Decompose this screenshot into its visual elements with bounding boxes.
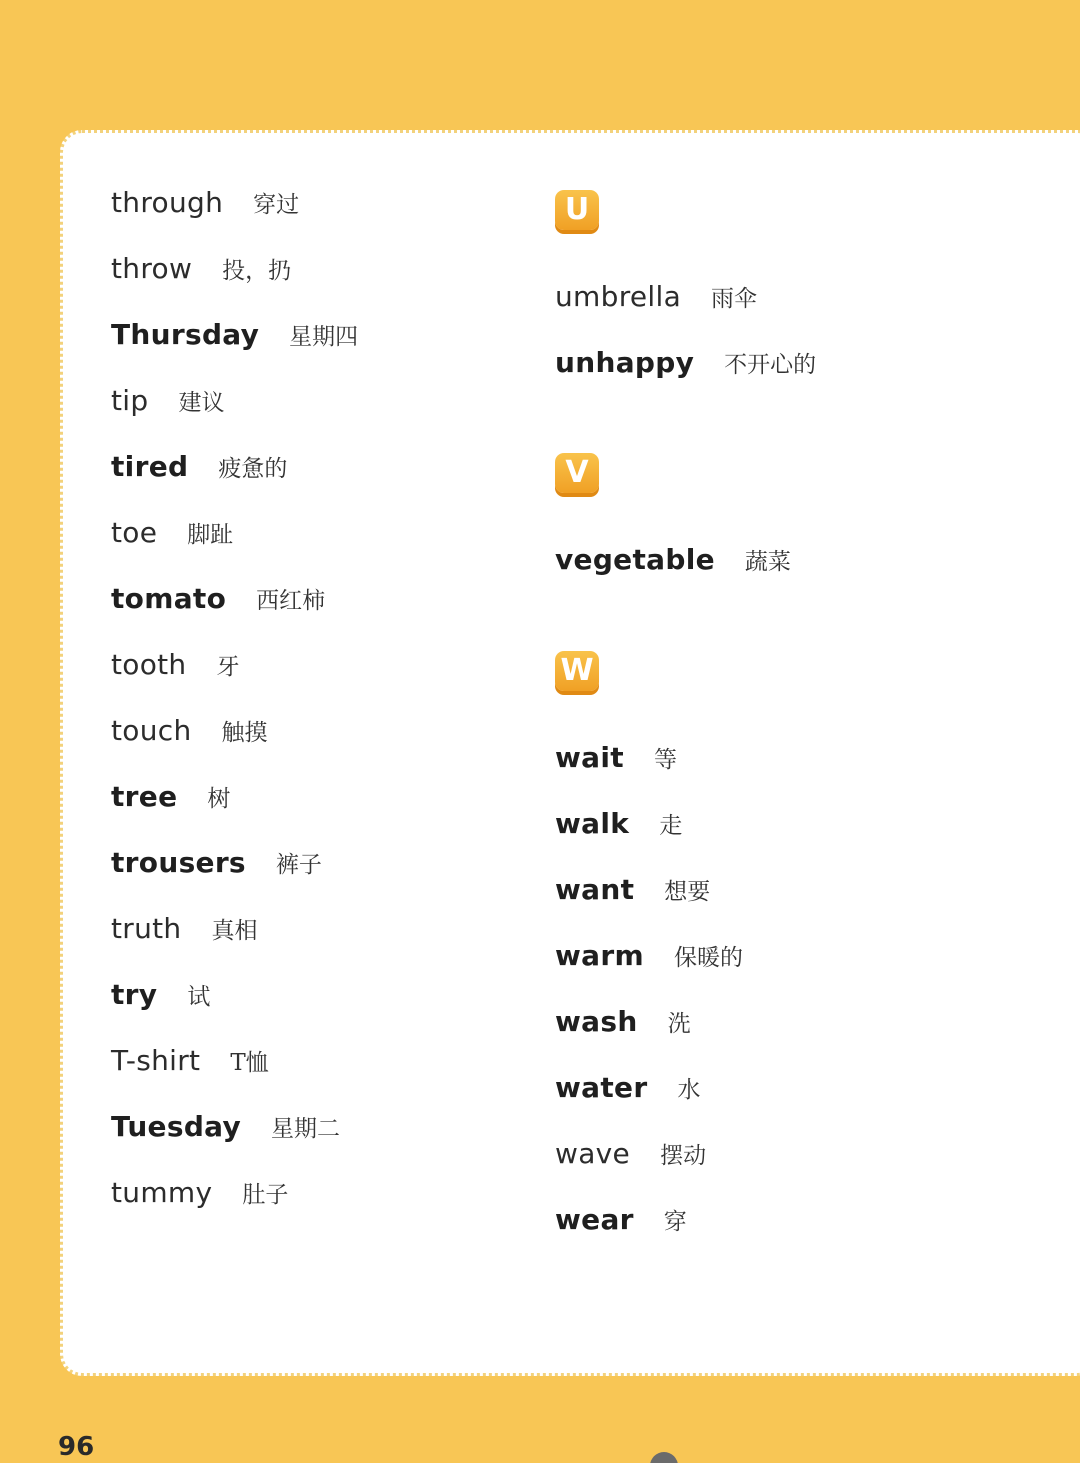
english-word: touch (111, 714, 192, 747)
english-word: wave (555, 1137, 631, 1170)
english-word: wait (555, 741, 624, 774)
english-word: warm (555, 939, 644, 972)
vocab-entry (111, 252, 291, 285)
vocab-entry (555, 741, 677, 774)
english-word: tomato (111, 582, 227, 615)
section-letter-v: V (555, 453, 599, 493)
chinese-meaning: 建议 (178, 390, 225, 416)
english-word: walk (555, 807, 630, 840)
vocab-entry (111, 780, 230, 813)
english-word: through (111, 186, 224, 219)
chinese-meaning: 蔬菜 (744, 549, 791, 575)
vocab-entry (555, 280, 757, 313)
chinese-meaning: 投，扔 (222, 258, 292, 284)
english-word: want (555, 873, 635, 906)
english-word: tooth (111, 648, 187, 681)
chinese-meaning: 试 (187, 984, 211, 1010)
vocab-entry (111, 714, 268, 747)
english-word: umbrella (555, 280, 682, 313)
chinese-meaning: 树 (207, 786, 231, 812)
footer-logo-icon (650, 1452, 940, 1463)
chinese-meaning: 触摸 (221, 720, 268, 746)
english-word: wash (555, 1005, 638, 1038)
english-word: T-shirt (111, 1044, 201, 1077)
vocab-entry (555, 1203, 687, 1236)
vocab-entry (111, 912, 257, 945)
chinese-meaning: 星期四 (289, 324, 359, 350)
english-word: throw (111, 252, 193, 285)
english-word: tummy (111, 1176, 213, 1209)
chinese-meaning: 牙 (216, 654, 240, 680)
vocab-entry (111, 648, 239, 681)
vocab-entry (111, 1044, 269, 1077)
chinese-meaning: 雨伞 (711, 286, 758, 312)
chinese-meaning: 真相 (211, 918, 258, 944)
vocab-entry (111, 384, 224, 417)
chinese-meaning: 脚趾 (187, 522, 234, 548)
chinese-meaning: 洗 (667, 1011, 691, 1037)
english-word: unhappy (555, 346, 695, 379)
english-word: toe (111, 516, 158, 549)
vocab-entry (555, 1137, 706, 1170)
english-word: Tuesday (111, 1110, 242, 1143)
chinese-meaning: 西红柿 (256, 588, 326, 614)
vocab-entry (555, 543, 791, 576)
chinese-meaning: 走 (659, 813, 683, 839)
vocab-entry (555, 873, 710, 906)
vocab-entry (111, 1176, 288, 1209)
english-word: water (555, 1071, 648, 1104)
chinese-meaning: 疲惫的 (218, 456, 288, 482)
chinese-meaning: 裤子 (275, 852, 322, 878)
chinese-meaning: 保暖的 (673, 945, 743, 971)
section-letter-w: W (555, 651, 599, 691)
chinese-meaning: 摆动 (660, 1143, 707, 1169)
english-word: try (111, 978, 158, 1011)
vocab-entry (111, 450, 287, 483)
vocab-entry (111, 978, 210, 1011)
vocab-entry (555, 939, 743, 972)
chinese-meaning: T恤 (230, 1050, 269, 1076)
vocab-entry (111, 582, 325, 615)
vocab-entry (555, 346, 816, 379)
vocab-entry (555, 1071, 700, 1104)
vocab-entry (111, 1110, 340, 1143)
english-word: trousers (111, 846, 246, 879)
english-word: wear (555, 1203, 634, 1236)
page-number: 96 (58, 1432, 95, 1462)
vocab-entry (555, 807, 682, 840)
vocab-entry (111, 186, 299, 219)
chinese-meaning: 星期二 (271, 1116, 341, 1142)
chinese-meaning: 穿过 (253, 192, 300, 218)
english-word: tip (111, 384, 149, 417)
chinese-meaning: 不开心的 (724, 352, 817, 378)
english-word: tree (111, 780, 178, 813)
english-word: Thursday (111, 318, 260, 351)
chinese-meaning: 穿 (663, 1209, 687, 1235)
english-word: tired (111, 450, 189, 483)
chinese-meaning: 水 (677, 1077, 701, 1103)
vocab-entry (111, 846, 322, 879)
vocab-entry (111, 318, 358, 351)
chinese-meaning: 想要 (664, 879, 711, 905)
english-word: truth (111, 912, 182, 945)
chinese-meaning: 肚子 (242, 1182, 289, 1208)
section-letter-u: U (555, 190, 599, 230)
english-word: vegetable (555, 543, 715, 576)
vocab-entry (555, 1005, 691, 1038)
vocab-entry (111, 516, 233, 549)
chinese-meaning: 等 (653, 747, 677, 773)
